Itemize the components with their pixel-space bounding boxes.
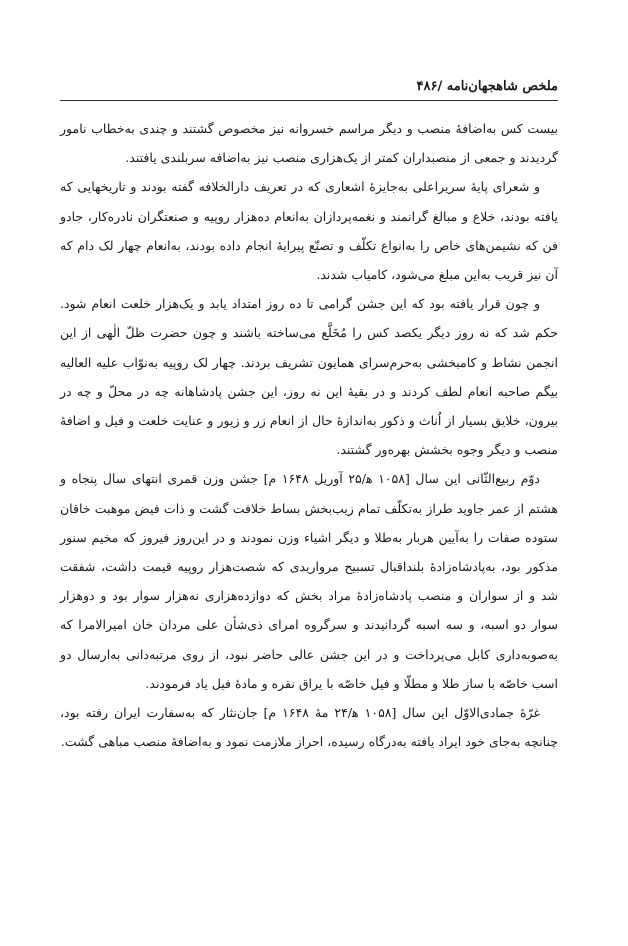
running-header: ملخص شاهجهان‌نامه /۴۸۶ — [416, 79, 558, 94]
header-rule — [60, 100, 558, 101]
paragraph: دوّم ربیع‌الثّانی این سال [۱۰۵۸ ه‍/۲۵ آوریل ۱۶۴۸ م] جشن وزن قمری انتهای سال پنجاه و هشتم از عمر جاوید طراز به‌تکلّف تمام زیب‌بخش بساط خلافت گشت و ذات فیض موهبت خاقان ستوده صفات را به‌آیین هربار به‌طلا و دیگر اشیاء وزن نمودند و در این‌روز فیروز که مخیم سنور مذکور بود، به‌پادشاه‌زادهٔ بلنداقبال تسبیح مرواریدی که شصت‌هزار روپیه قیمت داشت، شفقت شد و از سواران و منصب پادشاه‌زادهٔ مراد بخش که دوازده‌هزاری نه‌هزار سوار بود و دوهزار سوار دو اسبه، و سه اسبه گردانیدند و سرگروه امرای ذی‌شأن علی مردان خان امیرالامرا که به‌صوبه‌داری کابل می‌پرداخت و در این جشن عالی حاضر نبود، از روی مرتبه‌دانی به‌ارسال دو اسب خاصّه با ساز طلا و مطلّا و فیل خاصّه با یراق نقره و مادهٔ فیل یاد فرمودند. — [60, 471, 558, 691]
paragraph: غرّهٔ جمادی‌الاوّل این سال [۱۰۵۸ ه‍/۲۴ مهٔ ۱۶۴۸ م] جان‌نثار که به‌سفارت ایران رفته بود، چنانچه به‌جای خود ایراد یافته به‌درگاه رسیده، احراز ملازمت نمود و به‌اضافهٔ منصب مباهی گشت. — [60, 705, 558, 750]
paragraph: بیست کس به‌اضافهٔ منصب و دیگر مراسم خسروانه نیز مخصوص گشتند و چندی به‌خطاب نامور گردیدند و جمعی از منصبداران کمتر از یک‌هزاری منصب نیز به‌اضافه سربلندی یافتند. — [60, 121, 558, 166]
paragraph: و شعرای پایهٔ سریراعلی به‌جایزهٔ اشعاری که در تعریف دارالخلافه گفته بودند و تاریخهایی که یافته بودند، خلاع و مبالغ گرانمند و نغمه‌پردازان به‌انعام ده‌هزار روپیه و صنعتگران نادره‌کار، جادو فن که نشیمن‌های خاص را به‌انواع تکلّف و تصنّع پیرایهٔ انجام داده بودند، به‌انعام چهار لک دام که آن نیز قریب به‌این مبلغ می‌شود، کامیاب شدند. — [60, 179, 558, 283]
body-text — [60, 114, 558, 756]
paragraph: و چون قرار یافته بود که این جشن گرامی تا ده روز امتداد یابد و یک‌هزار خلعت انعام شود. حکم شد که نه روز دیگر یکصد کس را مُخَلَّع می‌ساخته باشند و چون حضرت ظلّ الٰهی از این انجمن نشاط و کامبخشی به‌حرم‌سرای همایون تشریف بردند. چهار لک روپیه به‌نوّاب علیه العالیه بیگم صاحبه انعام لطف کردند و در بقیهٔ این نه روز، این جشن پادشاهانه چه در محلّ و چه در بیرون، خلایق بسیار از اُناث و ذکور به‌اندازهٔ حال از انعام زر و زیور و عنایت خلعت و فیل و اضافهٔ منصب و دیگر وجوه بخشش بهره‌ور گشتند. — [60, 296, 558, 458]
